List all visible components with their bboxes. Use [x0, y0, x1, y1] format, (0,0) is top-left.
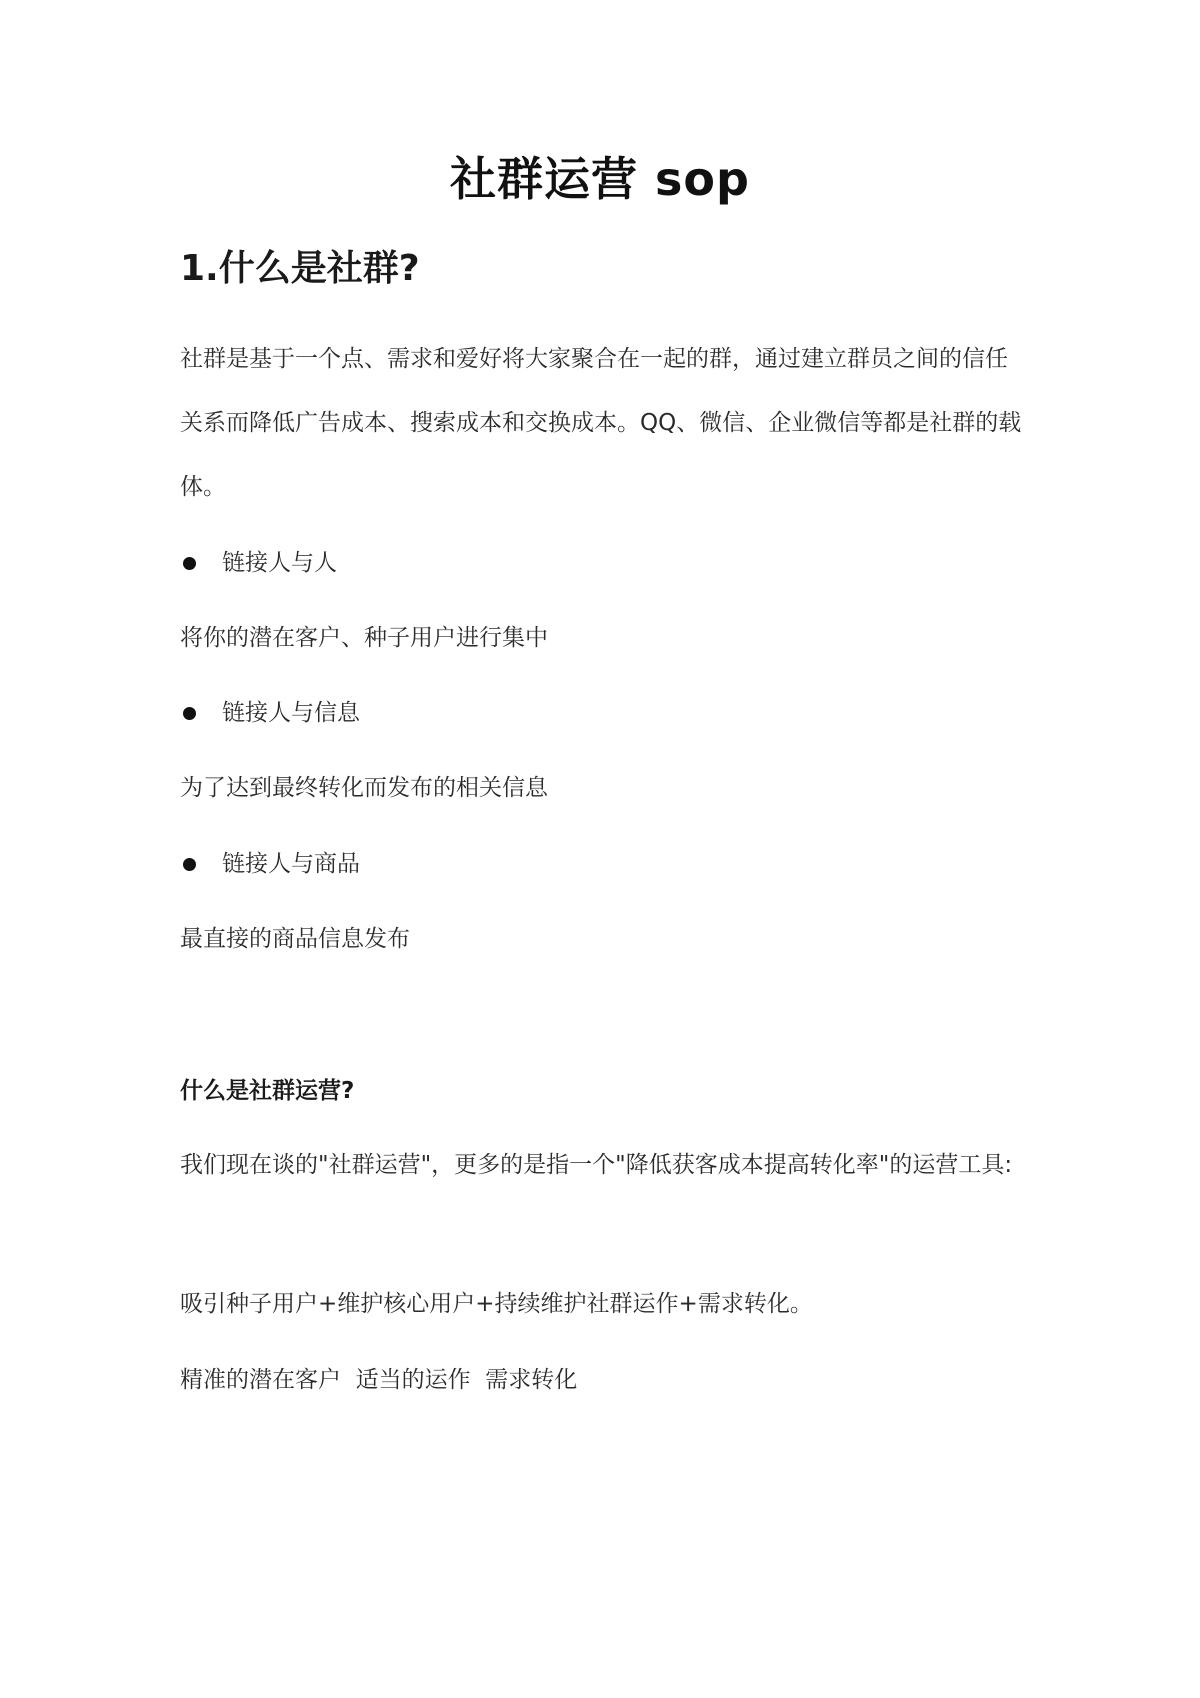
section-heading-what-is-community: 1.什么是社群?: [180, 248, 420, 289]
bullet-label: 链接人与信息: [222, 700, 360, 726]
bullet-dot-icon: [183, 707, 196, 720]
subsection-heading-community-operation: 什么是社群运营?: [180, 1078, 355, 1104]
bullet-description: 最直接的商品信息发布: [180, 926, 410, 952]
bullet-item-information: [180, 696, 360, 730]
bullet-label: 链接人与商品: [222, 851, 360, 877]
bullet-item-goods: [180, 847, 360, 881]
bullet-dot-icon: [183, 557, 196, 570]
subsection-intro-paragraph: 我们现在谈的"社群运营"，更多的是指一个"降低获客成本提高转化率"的运营工具:: [180, 1152, 1013, 1178]
bullet-description: 将你的潜在客户、种子用户进行集中: [180, 625, 548, 651]
document-title: 社群运营 sop: [450, 152, 750, 206]
bullet-label: 链接人与人: [222, 550, 337, 576]
bullet-dot-icon: [183, 858, 196, 871]
section-intro-paragraph: 社群是基于一个点、需求和爱好将大家聚合在一起的群，通过建立群员之间的信任关系而降低广告成本、搜索成本和交换成本。QQ、微信、企业微信等都是社群的载体。: [180, 346, 1022, 500]
operation-summary: 精准的潜在客户 适当的运作 需求转化: [180, 1367, 578, 1393]
operation-formula: 吸引种子用户+维护核心用户+持续维护社群运作+需求转化。: [180, 1291, 813, 1317]
bullet-item-people: [180, 546, 337, 580]
bullet-description: 为了达到最终转化而发布的相关信息: [180, 775, 548, 801]
